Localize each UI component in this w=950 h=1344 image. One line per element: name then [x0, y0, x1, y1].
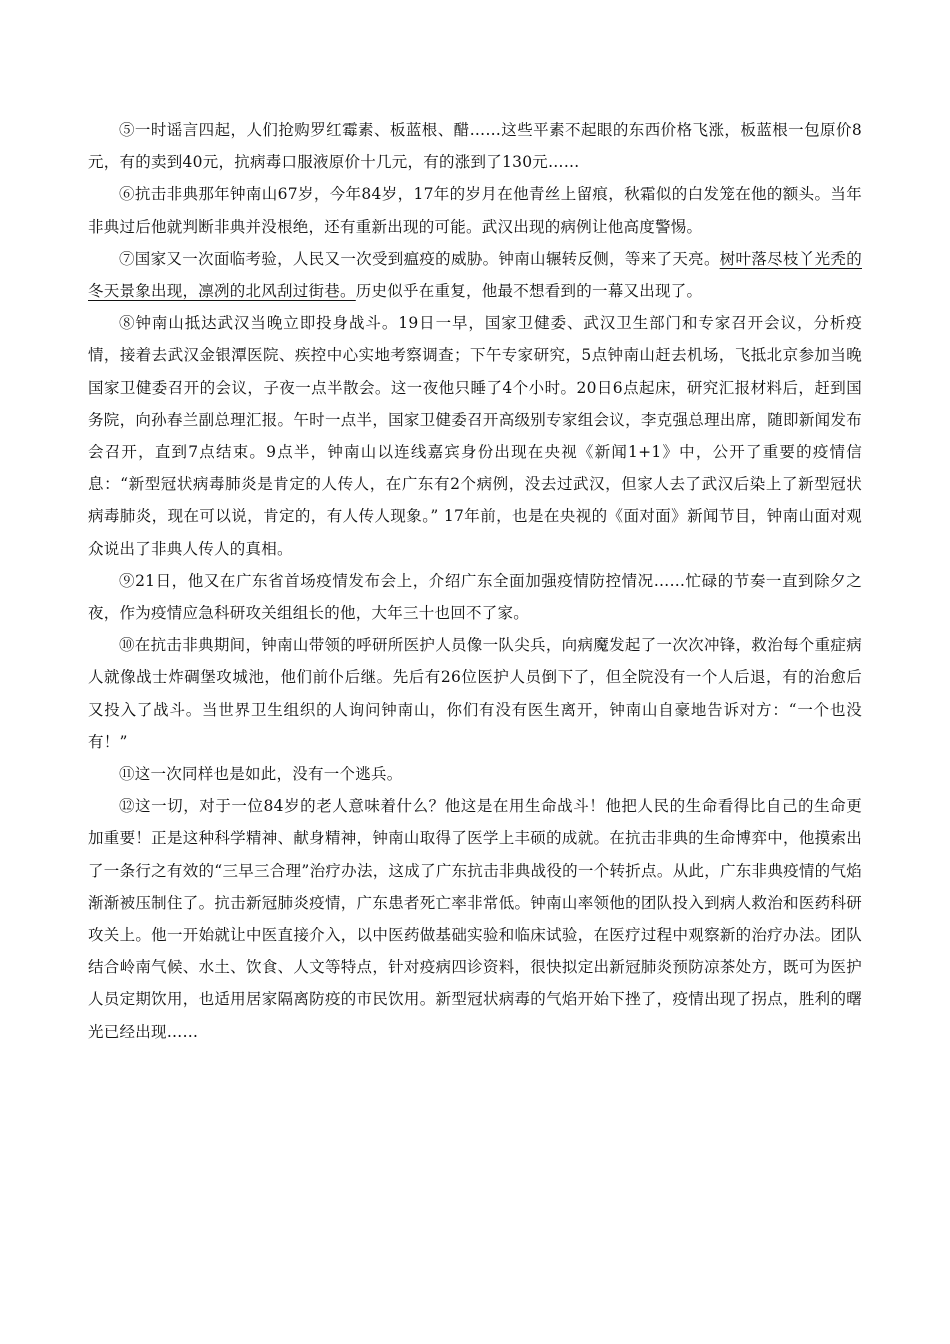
- paragraph-7-underlined-sentence: 树叶落尽枝丫光秃的冬天景象出现，凛冽的北风刮过街巷。: [88, 249, 862, 301]
- paragraph-6: ⑥抗击非典那年钟南山67岁，今年84岁，17年的岁月在他青丝上留痕，秋霜似的白发笼在他的额头。当年非典过后他就判断非典并没根绝，还有重新出现的可能。武汉出现的病例让他高度警惕。: [88, 185, 862, 236]
- paragraph-11: ⑪这一次同样也是如此，没有一个逃兵。: [119, 765, 403, 784]
- paragraph-5: ⑤一时谣言四起，人们抢购罗红霉素、板蓝根、醋……这些平素不起眼的东西价格飞涨，板蓝根一包原价8元，有的卖到40元，抗病毒口服液原价十几元，有的涨到了130元……: [88, 121, 862, 172]
- paragraph-7-lead: ⑦国家又一次面临考验，人民又一次受到瘟疫的威胁。钟南山辗转反侧，等来了天亮。: [119, 249, 720, 268]
- paragraph-7: [88, 243, 862, 307]
- article-body: [88, 114, 862, 1048]
- paragraph-7-tail: 历史似乎在重复，他最不想看到的一幕又出现了。: [355, 282, 703, 301]
- paragraph-12: ⑫这一切，对于一位84岁的老人意味着什么？他这是在用生命战斗！他把人民的生命看得比自己的生命更加重要！正是这种科学精神、献身精神，钟南山取得了医学上丰硕的成就。在抗击非典的生命博弈中，他摸索出了一条行之有效的“三早三合理”治疗办法，这成了广东抗击非典战役的一个转折点。从此，广东非典疫情的气焰渐渐被压制住了。抗击新冠肺炎疫情，广东患者死亡率非常低。钟南山率领他的团队投入到病人救治和医药科研攻关上。他一开始就让中医直接介入，以中医药做基础实验和临床试验，在医疗过程中观察新的治疗办法。团队结合岭南气候、水土、饮食、人文等特点，针对疫病四诊资料，很快拟定出新冠肺炎预防凉茶处方，既可为医护人员定期饮用，也适用居家隔离防疫的市民饮用。新型冠状病毒的气焰开始下挫了，疫情出现了拐点，胜利的曙光已经出现……: [88, 797, 862, 1041]
- paragraph-10: ⑩在抗击非典期间，钟南山带领的呼研所医护人员像一队尖兵，向病魔发起了一次次冲锋，救治每个重症病人就像战士炸碉堡攻城池，他们前仆后继。先后有26位医护人员倒下了，但全院没有一个人后退，有的治愈后又投入了战斗。当世界卫生组织的人询问钟南山，你们有没有医生离开，钟南山自豪地告诉对方：“一个也没有！”: [88, 636, 862, 751]
- paragraph-9: ⑨21日，他又在广东省首场疫情发布会上，介绍广东全面加强疫情防控情况……忙碌的节奏一直到除夕之夜，作为疫情应急科研攻关组组长的他，大年三十也回不了家。: [88, 571, 862, 623]
- paragraph-8: ⑧钟南山抵达武汉当晚立即投身战斗。19日一早，国家卫健委、武汉卫生部门和专家召开会议，分析疫情，接着去武汉金银潭医院、疾控中心实地考察调查；下午专家研究，5点钟南山赶去机场，飞抵北京参加当晚国家卫健委召开的会议，子夜一点半散会。这一夜他只睡了4个小时。20日6点起床，研究汇报材料后，赶到国务院，向孙春兰副总理汇报。午时一点半，国家卫健委召开高级别专家组会议，李克强总理出席，随即新闻发布会召开，直到7点结束。9点半，钟南山以连线嘉宾身份出现在央视《新闻1+1》中，公开了重要的疫情信息：“新型冠状病毒肺炎是肯定的人传人，在广东有2个病例，没去过武汉，但家人去了武汉后染上了新型冠状病毒肺炎，现在可以说，肯定的，有人传人现象。” 17年前，也是在央视的《面对面》新闻节目，钟南山面对观众说出了非典人传人的真相。: [88, 314, 862, 558]
